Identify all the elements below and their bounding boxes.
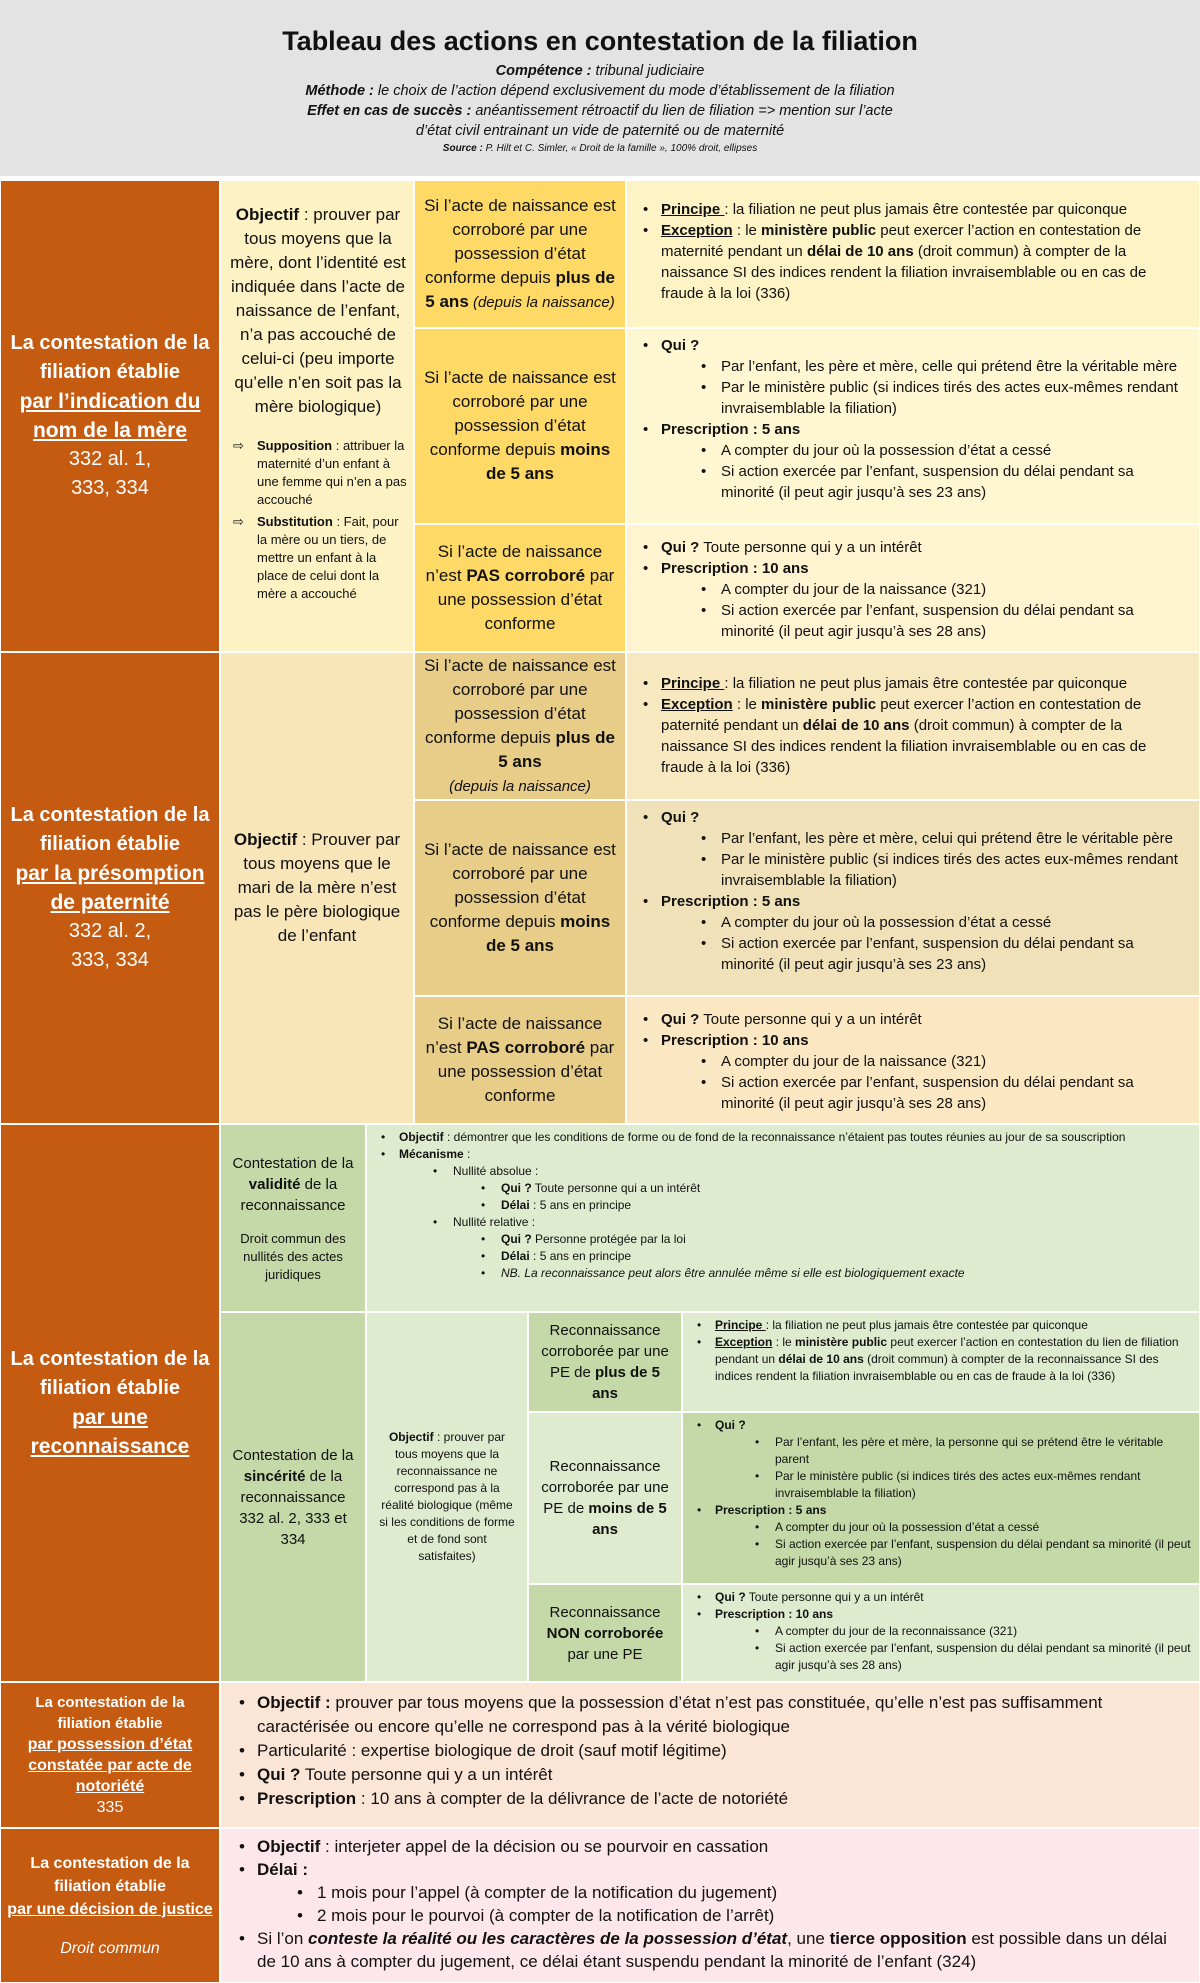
validite-details [366,1124,1200,1312]
list-item: • Prescription : 10 ans • A compter du jour de la reconnaissance (321) • Si action exercée par l’enfant, suspension du délai pendant sa minorité (il peut agir jusqu’à ses 28 ans) [691,1606,1191,1674]
list-item: • Objectif : démontrer que les conditions de forme ou de fond de la reconnaissance n’étaient pas toutes réunies au jour de sa souscription [375,1129,1191,1146]
arrow-right-icon: ⇨ [233,514,244,529]
list-item: • Nullité relative : • Qui ? Personne protégée par la loi • Délai : 5 ans en principe • NB. La reconnaissance peut alors être annulée même si elle est biologiquement exacte [429,1214,1191,1282]
effet-line: Effet en cas de succès : anéantissement rétroactif du lien de filiation => mention sur l’acte [307,103,893,119]
reco-rule-2 [682,1412,1200,1584]
list-item: • Délai : 5 ans en principe [477,1197,1191,1214]
list-item: • Qui ? Toute personne qui y a un intérêt [233,1763,1187,1787]
list-item: • 1 mois pour l’appel (à compter de la notification du jugement) [293,1881,1187,1904]
list-item: • Exception : le ministère public peut exercer l’action en contestation du lien de filiation pendant un délai de 10 ans (droit commun) à compter de la reconnaissance SI des indices rendent la filiation invraisemblable ou en cas de fraude à la loi (336) [691,1334,1191,1385]
list-item: • Objectif : interjeter appel de la décision ou se pourvoir en cassation [233,1835,1187,1858]
list-item: • Par l’enfant, les père et mère, celui qui prétend être le véritable père [697,828,1189,849]
reco-condition-1: Reconnaissance corroborée par une PE de plus de 5 ans [528,1312,682,1412]
sincerite-label: Contestation de la sincérité de la reconnaissance 332 al. 2, 333 et 334 [220,1312,366,1682]
list-item: • A compter du jour où la possession d’état a cessé [751,1519,1191,1536]
section-label-mere: La contestation de la filiation établie par l’indication du nom de la mère 332 al. 1, 333, 334 [0,180,220,652]
competence-line: Compétence : tribunal judiciaire [495,63,705,79]
mere-condition-1: Si l’acte de naissance est corroboré par une possession d’état conforme depuis plus de 5 ans (depuis la naissance) [414,180,626,328]
list-item: • Délai : 5 ans en principe [477,1248,1191,1265]
list-item: • Qui ? Toute personne qui y a un intérêt [637,1009,1189,1030]
list-item: • Si action exercée par l’enfant, suspension du délai pendant sa minorité (il peut agir jusqu’à ses 28 ans) [751,1640,1191,1674]
list-item: • A compter du jour où la possession d’état a cessé [697,440,1189,461]
list-item: • Mécanisme : • Nullité absolue : • Qui ? Toute personne qui a un intérêt • Délai : 5 ans en principe • Nullité relative : • Qui ? Personne protégée par la loi • Délai : 5 ans en principe • NB. La reconnaissance peut alors être annulée même si elle est biologiquement exacte [375,1146,1191,1282]
list-item: • Exception : le ministère public peut exercer l’action en contestation de maternité pendant un délai de 10 ans (droit commun) à compter de la naissance SI des indices rendent la filiation invraisemblable ou en cas de fraude à la loi (336) [637,220,1189,304]
possession-details [220,1682,1200,1828]
validite-label: Contestation de la validité de la reconnaissance Droit commun des nullités des actes juridiques [220,1124,366,1312]
decision-details [220,1828,1200,1983]
list-item: • Si action exercée par l’enfant, suspension du délai pendant sa minorité (il peut agir jusqu’à ses 23 ans) [697,933,1189,975]
arrow-right-icon: ⇨ [233,438,244,453]
list-item: • Par le ministère public (si indices tirés des actes eux-mêmes rendant invraisemblable la filiation) [751,1468,1191,1502]
list-item: • A compter du jour où la possession d’état a cessé [697,912,1189,933]
list-item: • Si action exercée par l’enfant, suspension du délai pendant sa minorité (il peut agir jusqu’à ses 28 ans) [697,600,1189,642]
paternite-condition-3: Si l’acte de naissance n’est PAS corroboré par une possession d’état conforme [414,996,626,1124]
list-item: • Qui ? • Par l’enfant, les père et mère, celle qui prétend être la véritable mère • Par le ministère public (si indices tirés des actes eux-mêmes rendant invraisemblable la filiation) [637,335,1189,419]
sincerite-objective: Objectif : prouver par tous moyens que la reconnaissance ne correspond pas à la réalité biologique (même si les conditions de forme et de fond sont satisfaites) [366,1312,528,1682]
reco-condition-3: Reconnaissance NON corroborée par une PE [528,1584,682,1682]
list-item: • Si action exercée par l’enfant, suspension du délai pendant sa minorité (il peut agir jusqu’à ses 23 ans) [697,461,1189,503]
list-item: • Par l’enfant, les père et mère, la personne qui se prétend être le véritable parent [751,1434,1191,1468]
list-item: • Si action exercée par l’enfant, suspension du délai pendant sa minorité (il peut agir jusqu’à ses 23 ans) [751,1536,1191,1570]
section-label-reconnaissance: La contestation de la filiation établie par une reconnaissance [0,1124,220,1682]
mere-rule-3 [626,524,1200,652]
list-item: • Qui ? Personne protégée par la loi [477,1231,1191,1248]
list-item: • Qui ? Toute personne qui y a un intérêt [637,537,1189,558]
list-item: • Prescription : 5 ans • A compter du jour où la possession d’état a cessé • Si action exercée par l’enfant, suspension du délai pendant sa minorité (il peut agir jusqu’à ses 23 ans) [637,419,1189,503]
reco-condition-2: Reconnaissance corroborée par une PE de moins de 5 ans [528,1412,682,1584]
section-label-possession: La contestation de la filiation établie par possession d’état constatée par acte de notoriété 335 [0,1682,220,1828]
list-item: • Qui ? • Par l’enfant, les père et mère, celui qui prétend être le véritable père • Par le ministère public (si indices tirés des actes eux-mêmes rendant invraisemblable la filiation) [637,807,1189,891]
substitution-item: ⇨ Substitution : Fait, pour la mère ou un tiers, de mettre un enfant à la place de celui dont la mère a accouché [233,514,399,601]
paternite-condition-2: Si l’acte de naissance est corroboré par une possession d’état conforme depuis moins de 5 ans [414,800,626,996]
page-title: Tableau des actions en contestation de la filiation [282,26,918,56]
list-item: • Objectif : prouver par tous moyens que la possession d’état n’est pas constituée, qu’elle n’est pas suffisamment caractérisée ou encore qu’elle ne correspond pas à la vérité biologique [233,1691,1187,1739]
paternite-condition-1: Si l’acte de naissance est corroboré par une possession d’état conforme depuis plus de 5 ans (depuis la naissance) [414,652,626,800]
list-item: • 2 mois pour le pourvoi (à compter de la notification de l’arrêt) [293,1904,1187,1927]
reco-rule-3 [682,1584,1200,1682]
section-label-decision: La contestation de la filiation établie par une décision de justice Droit commun [0,1828,220,1983]
mere-rule-1 [626,180,1200,328]
list-item: • A compter du jour de la naissance (321) [697,579,1189,600]
supposition-item: ⇨ Supposition : attribuer la maternité d’un enfant à une femme qui n’en a pas accouché [233,438,407,507]
paternite-objective: Objectif : Prouver par tous moyens que le mari de la mère n’est pas le père biologique de l’enfant [220,652,414,1124]
list-item: • NB. La reconnaissance peut alors être annulée même si elle est biologiquement exacte [477,1265,1191,1282]
list-item: • Principe : la filiation ne peut plus jamais être contestée par quiconque [637,673,1189,694]
list-item: • Qui ? • Par l’enfant, les père et mère, la personne qui se prétend être le véritable parent • Par le ministère public (si indices tirés des actes eux-mêmes rendant invraisemblable la filiation) [691,1417,1191,1502]
list-item: • Par le ministère public (si indices tirés des actes eux-mêmes rendant invraisemblable la filiation) [697,377,1189,419]
list-item: • Si action exercée par l’enfant, suspension du délai pendant sa minorité (il peut agir jusqu’à ses 28 ans) [697,1072,1189,1114]
effet-line-2: d’état civil entrainant un vide de paternité ou de maternité [415,123,785,139]
list-item: • Par le ministère public (si indices tirés des actes eux-mêmes rendant invraisemblable la filiation) [697,849,1189,891]
list-item: • Prescription : 5 ans • A compter du jour où la possession d’état a cessé • Si action exercée par l’enfant, suspension du délai pendant sa minorité (il peut agir jusqu’à ses 23 ans) [637,891,1189,975]
list-item: • Si l’on conteste la réalité ou les caractères de la possession d’état, une tierce opposition est possible dans un délai de 10 ans à compter du jugement, ce délai étant suspendu pendant la minorité de l’enfant (324) [233,1927,1187,1973]
methode-line: Méthode : le choix de l’action dépend exclusivement du mode d’établissement de la filiation [305,83,895,99]
list-item: • A compter du jour de la reconnaissance (321) [751,1623,1191,1640]
mere-rule-2 [626,328,1200,524]
list-item: • A compter du jour de la naissance (321) [697,1051,1189,1072]
mere-condition-2: Si l’acte de naissance est corroboré par une possession d’état conforme depuis moins de 5 ans [414,328,626,524]
list-item: • Prescription : 5 ans • A compter du jour où la possession d’état a cessé • Si action exercée par l’enfant, suspension du délai pendant sa minorité (il peut agir jusqu’à ses 23 ans) [691,1502,1191,1570]
list-item: • Par l’enfant, les père et mère, celle qui prétend être la véritable mère [697,356,1189,377]
list-item: • Prescription : 10 ans • A compter du jour de la naissance (321) • Si action exercée par l’enfant, suspension du délai pendant sa minorité (il peut agir jusqu’à ses 28 ans) [637,1030,1189,1114]
mere-condition-3: Si l’acte de naissance n’est PAS corroboré par une possession d’état conforme [414,524,626,652]
paternite-rule-1 [626,652,1200,800]
list-item: • Exception : le ministère public peut exercer l’action en contestation de paternité pendant un délai de 10 ans (droit commun) à compter de la naissance SI des indices rendent la filiation invraisemblable ou en cas de fraude à la loi (336) [637,694,1189,778]
list-item: • Nullité absolue : • Qui ? Toute personne qui a un intérêt • Délai : 5 ans en principe [429,1163,1191,1214]
paternite-rule-2 [626,800,1200,996]
paternite-rule-3 [626,996,1200,1124]
list-item: • Particularité : expertise biologique de droit (sauf motif légitime) [233,1739,1187,1763]
list-item: • Principe : la filiation ne peut plus jamais être contestée par quiconque [637,199,1189,220]
list-item: • Qui ? Toute personne qui a un intérêt [477,1180,1191,1197]
header [0,0,1200,176]
section-label-paternite: La contestation de la filiation établie par la présomption de paternité 332 al. 2, 333, 334 [0,652,220,1124]
list-item: • Principe : la filiation ne peut plus jamais être contestée par quiconque [691,1317,1191,1334]
list-item: • Qui ? Toute personne qui y a un intérêt [691,1589,1191,1606]
mere-objective: Objectif : prouver par tous moyens que la mère, dont l’identité est indiquée dans l’acte de naissance de l’enfant, n’a pas accouché de celui-ci (peu importe qu’elle n’en soit pas la mère biologique) ⇨ Supposition : attribuer la maternité d’un enfant à une femme qui n’en a pas accouché ⇨ Substitution : Fait, pour la mère ou un tiers, de mettre un enfant à la place de celui dont la mère a accouché [220,180,414,652]
list-item: • Délai : • 1 mois pour l’appel (à compter de la notification du jugement) • 2 mois pour le pourvoi (à compter de la notification de l’arrêt) [233,1858,1187,1927]
source-line: Source : P. Hilt et C. Simler, « Droit de la famille », 100% droit, ellipses [442,143,758,154]
list-item: • Prescription : 10 ans à compter de la délivrance de l’acte de notoriété [233,1787,1187,1811]
reco-rule-1 [682,1312,1200,1412]
list-item: • Prescription : 10 ans • A compter du jour de la naissance (321) • Si action exercée par l’enfant, suspension du délai pendant sa minorité (il peut agir jusqu’à ses 28 ans) [637,558,1189,642]
